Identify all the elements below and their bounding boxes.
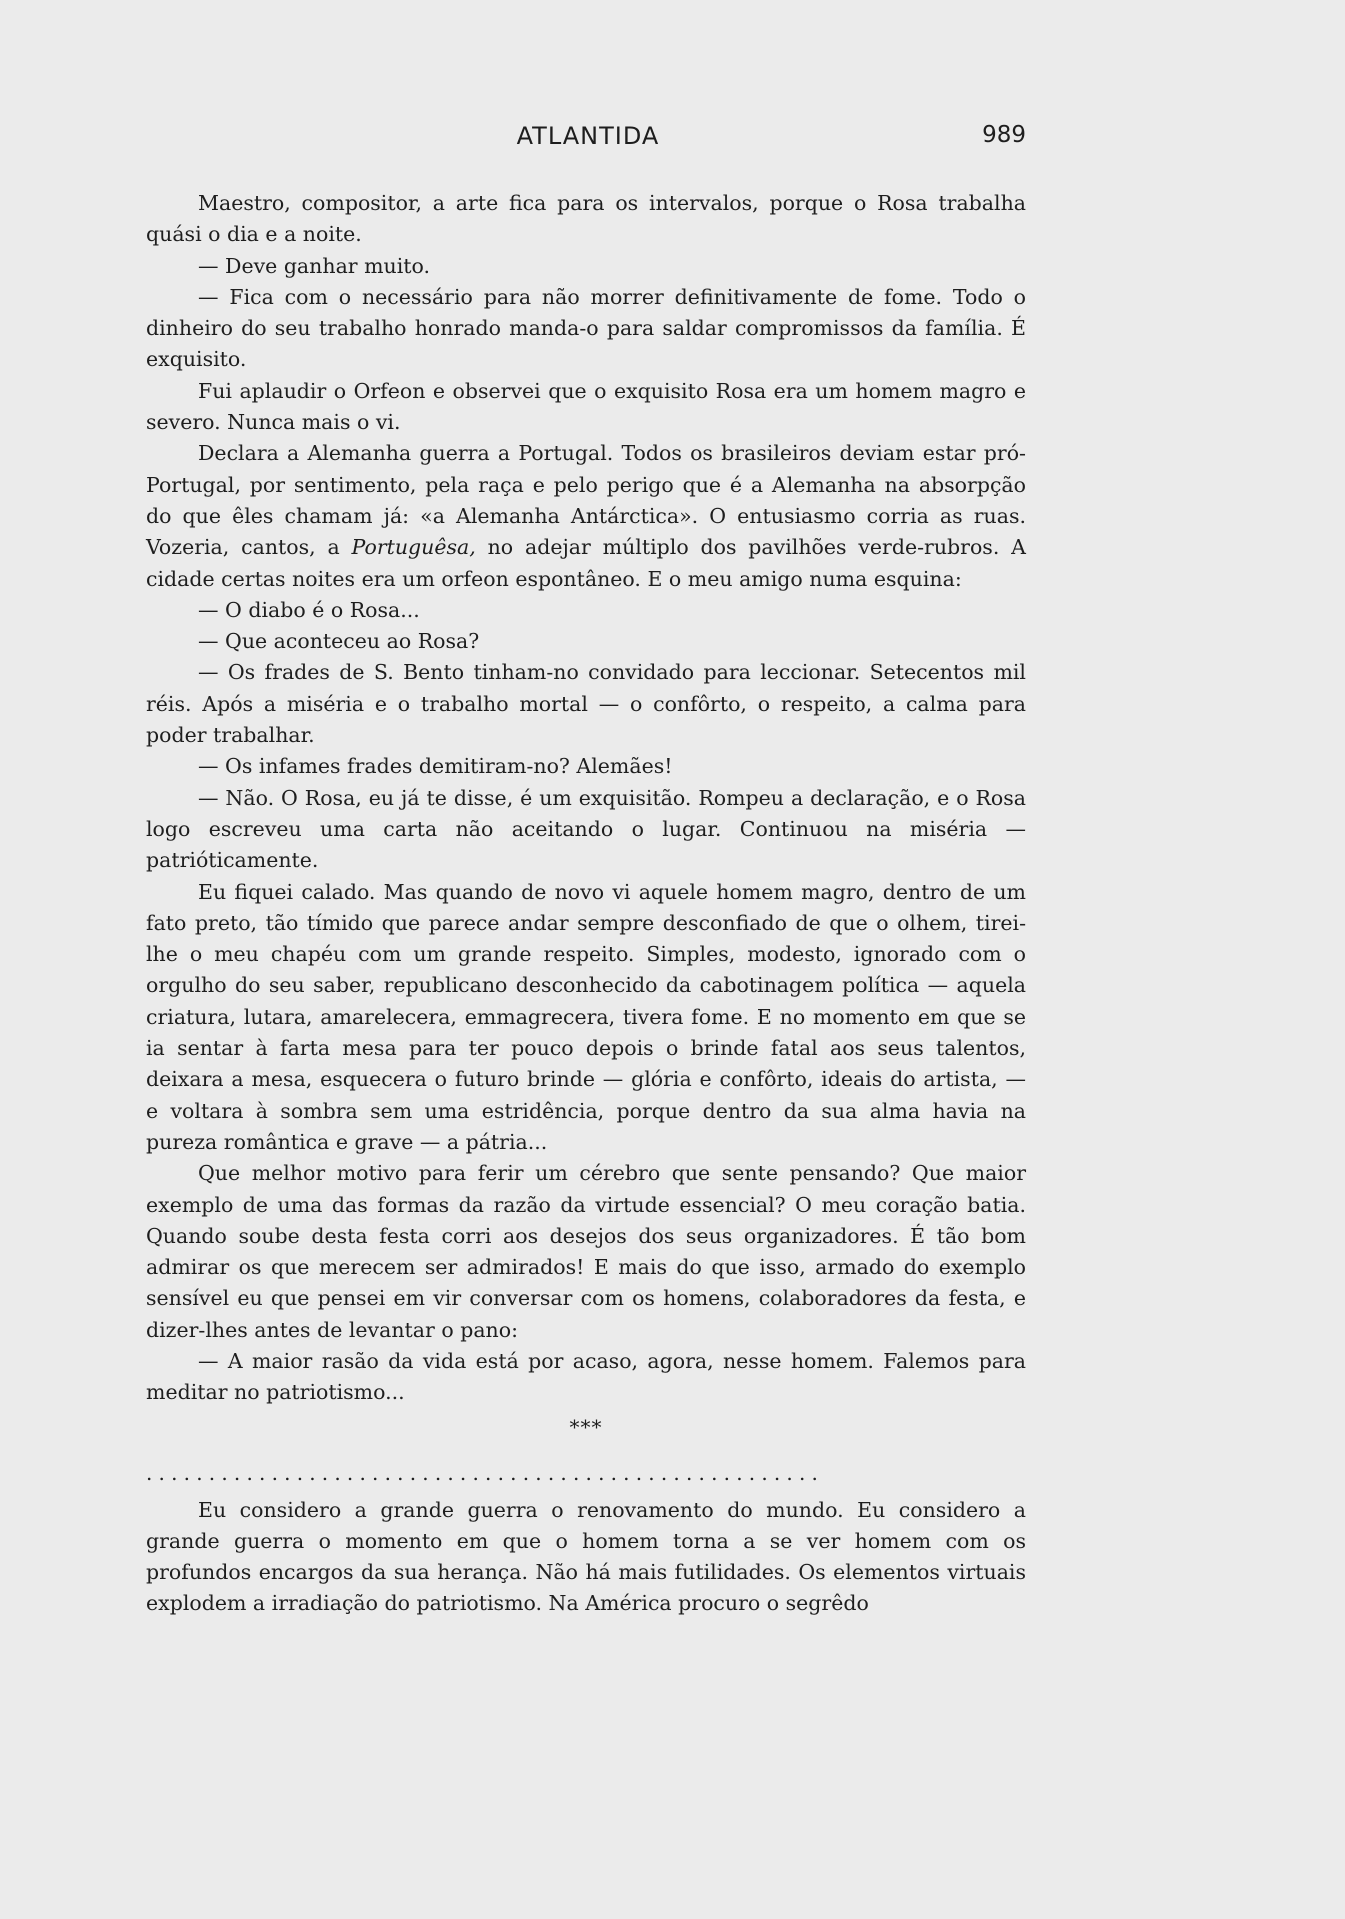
paragraph: — Deve ganhar muito. bbox=[198, 253, 431, 278]
dotted-separator: ...................................................... bbox=[146, 1462, 825, 1483]
paragraph: — Os frades de S. Bento tinham-no convidado para leccionar. Setecentos mil réis. Após a miséria e o trabalho mortal — o confôrto, o respeito, a calma para poder trabalhar. bbox=[146, 660, 1026, 748]
paragraph: — Que aconteceu ao Rosa? bbox=[198, 629, 480, 654]
paragraph: — Não. O Rosa, eu já te disse, é um exquisitão. Rompeu a declaração, e o Rosa logo escreveu uma carta não aceitando o lugar. Continuou na miséria — patrióticamente. bbox=[146, 785, 1026, 873]
paragraph-text: Declara a Alemanha guerra a Portugal. Todos os brasileiros deviam estar pró-Portugal, por sentimento, pela raça e pelo perigo que é a Alemanha na absorpção do que êles chamam já: «a Alemanha Antárctica». O entusiasmo corria as ruas. Vozeria, cantos, a bbox=[146, 441, 1026, 560]
paragraph-text: no adejar múltiplo dos pavilhões verde-rubros. A cidade certas noites era um orfeon espontâneo. E o meu amigo numa esquina: bbox=[146, 535, 1026, 591]
paragraph: Eu fiquei calado. Mas quando de novo vi aquele homem magro, dentro de um fato preto, tão tímido que parece andar sempre desconfiado de que o olhem, tirei-lhe o meu chapéu com um grande respeito. Simples, modesto, ignorado com o orgulho do seu saber, republicano desconhecido da cabotinagem política — aquela criatura, lutara, amarelecera, emmagrecera, tivera fome. E no momento em que se ia sentar à farta mesa para ter pouco depois o brinde fatal aos seus talentos, deixara a mesa, esquecera o futuro brinde — glória e confôrto, ideais do artista, — e voltara à sombra sem uma estridência, porque dentro da sua alma havia na pureza romântica e grave — a pátria... bbox=[146, 879, 1026, 1154]
running-title: ATLANTIDA bbox=[516, 122, 660, 150]
section-asterism: *** bbox=[569, 1414, 603, 1439]
paragraph: Maestro, compositor, a arte fica para os intervalos, porque o Rosa trabalha quási o dia e a noite. bbox=[146, 191, 1026, 247]
page-number: 989 bbox=[982, 122, 1026, 148]
paragraph bbox=[146, 438, 1026, 594]
paragraph: Eu considero a grande guerra o renovamento do mundo. Eu considero a grande guerra o momento em que o homem torna a se ver homem com os profundos encargos da sua herança. Não há mais futilidades. Os elementos virtuais explodem a irradiação do patriotismo. Na América procuro o segrêdo bbox=[146, 1497, 1026, 1616]
paragraph: — Os infames frades demitiram-no? Alemães! bbox=[198, 754, 673, 779]
body-text bbox=[146, 188, 1026, 1620]
paragraph: — Fica com o necessário para não morrer definitivamente de fome. Todo o dinheiro do seu trabalho honrado manda-o para saldar compromissos da família. É exquisito. bbox=[146, 284, 1026, 372]
paragraph: Que melhor motivo para ferir um cérebro que sente pensando? Que maior exemplo de uma das formas da razão da virtude essencial? O meu coração batia. Quando soube desta festa corri aos desejos dos seus organizadores. É tão bom admirar os que merecem ser admirados! E mais do que isso, armado do exemplo sensível eu que pensei em vir conversar com os homens, colaboradores da festa, e dizer-lhes antes de levantar o pano: bbox=[146, 1161, 1026, 1342]
paragraph: — O diabo é o Rosa... bbox=[198, 597, 420, 622]
paragraph: — A maior rasão da vida está por acaso, agora, nesse homem. Falemos para meditar no patriotismo... bbox=[146, 1348, 1026, 1405]
paragraph: Fui aplaudir o Orfeon e observei que o exquisito Rosa era um homem magro e severo. Nunca mais o vi. bbox=[146, 378, 1026, 435]
italic-title: Portuguêsa, bbox=[351, 535, 476, 560]
running-header bbox=[146, 122, 1030, 154]
